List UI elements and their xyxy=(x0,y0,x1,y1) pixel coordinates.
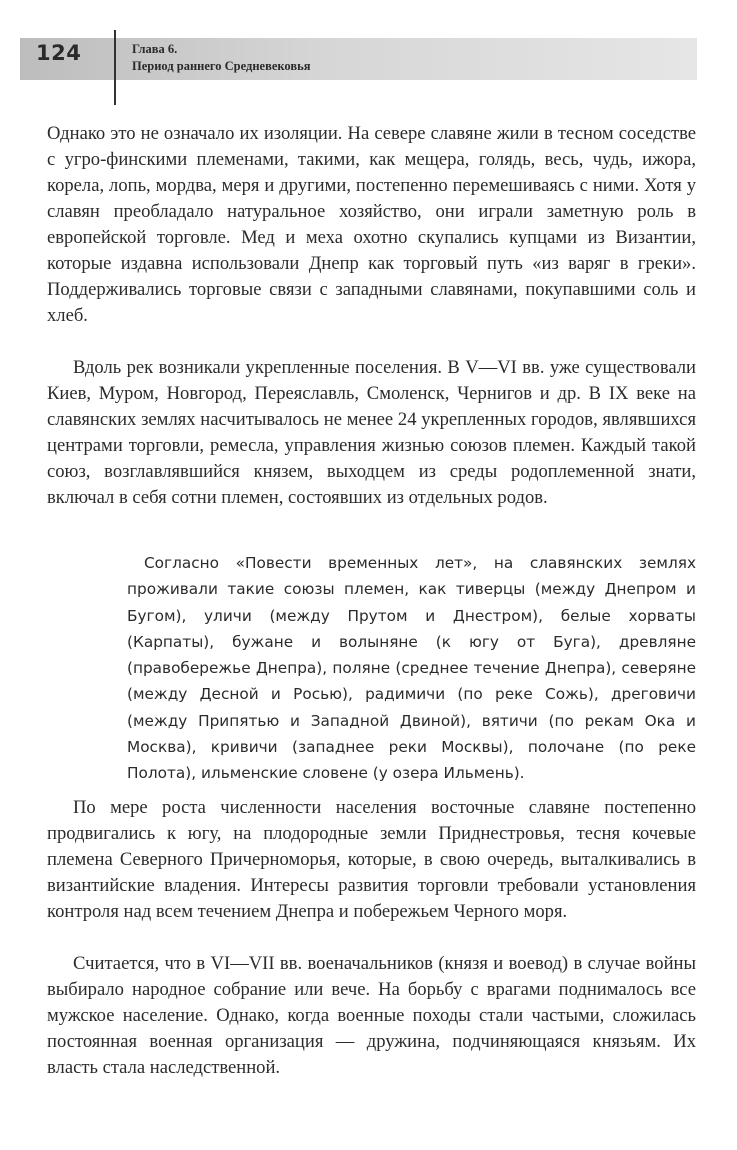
callout-paragraph: Согласно «Повести временных лет», на славянских землях проживали такие союзы племен, как тиверцы (между Днепром и Бугом), уличи (между Прутом и Днестром), белые хорваты (Карпаты), бужане и волыняне (к югу от Буга), древляне (правобережье Днепра), поляне (среднее течение Днепра), северяне (между Десной и Росью), радимичи (по реке Сожь), дреговичи (между Припятью и Западной Двиной), вятичи (по рекам Ока и Москва), кривичи (западнее реки Москвы), полочане (по реке Полота), ильменские словене (у озера Ильмень). xyxy=(127,554,696,783)
paragraph-3: По мере роста численности населения восточные славяне постепенно продвигались к югу, на плодородные земли Приднестровья, тесня кочевые племена Северного Причерноморья, которые, в свою очередь, выталкивались в византийские владения. Интересы развития торговли требовали установления контроля над всем течением Днепра и побережьем Черного моря. xyxy=(47,797,696,922)
paragraph-4: Считается, что в VI—VII вв. военачальников (князя и воевод) в случае войны выбирало народное собрание или вече. На борьбу с врагами поднималось все мужское население. Однако, когда военные походы стали частыми, сложилась постоянная военная организация — дружина, подчиняющаяся князьям. Их власть стала наследственной. xyxy=(47,953,696,1078)
header-band xyxy=(20,38,697,80)
page-number: 124 xyxy=(36,41,82,65)
chapter-label: Глава 6. xyxy=(132,42,178,56)
chapter-title: Период раннего Средневековья xyxy=(132,59,311,73)
header-divider xyxy=(114,30,116,105)
paragraph-2: Вдоль рек возникали укрепленные поселения. В V—VI вв. уже существовали Киев, Муром, Новгород, Переяславль, Смоленск, Чернигов и др. В IX веке на славянских землях насчитывалось не менее 24 укрепленных городов, являвшихся центрами торговли, ремесла, управления жизнью союзов племен. Каждый такой союз, возглавлявшийся князем, выходцем из среды родоплеменной знати, включал в себя сотни племен, состоявших из отдельных родов. xyxy=(47,357,696,508)
paragraph-1: Однако это не означало их изоляции. На севере славяне жили в тесном соседстве с угро-финскими племенами, такими, как мещера, голядь, весь, чудь, ижора, корела, лопь, мордва, меря и другими, постепенно перемешиваясь с ними. Хотя у славян преобладало натуральное хозяйство, они играли заметную роль в европейской торговле. Мед и меха охотно скупались купцами из Византии, которые издавна использовали Днепр как торговый путь «из варяг в греки». Поддерживались торговые связи с западными славянами, покупавшими соль и хлеб. xyxy=(47,123,696,326)
